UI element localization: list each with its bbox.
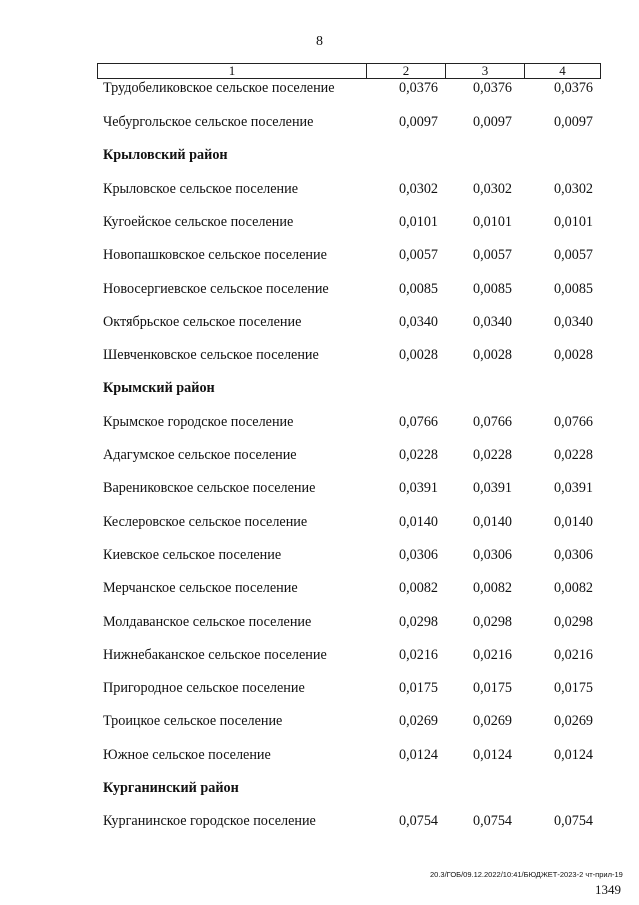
- value-col-3: 0,0028: [473, 347, 513, 363]
- table-row: [0, 813, 639, 833]
- value-col-2: 0,0391: [399, 480, 439, 496]
- sheet-number: 1349: [595, 882, 621, 897]
- table-row: [0, 314, 639, 334]
- value-col-2: 0,0306: [399, 547, 439, 563]
- value-col-2: 0,0101: [399, 214, 439, 230]
- district-name: Курганинский район: [103, 780, 239, 796]
- value-col-2: 0,0298: [399, 614, 439, 630]
- table-row: [0, 647, 639, 667]
- value-col-2: 0,0175: [399, 680, 439, 696]
- header-col-1: 1: [98, 64, 367, 78]
- value-col-2: 0,0269: [399, 713, 439, 729]
- value-col-4: 0,0175: [554, 680, 594, 696]
- district-name: Крымский район: [103, 380, 215, 396]
- value-col-3: 0,0124: [473, 747, 513, 763]
- header-col-2: 2: [367, 64, 446, 78]
- value-col-4: 0,0766: [554, 414, 594, 430]
- settlement-name: Киевское сельское поселение: [103, 547, 282, 563]
- value-col-2: 0,0028: [399, 347, 439, 363]
- value-col-2: 0,0140: [399, 514, 439, 530]
- value-col-3: 0,0101: [473, 214, 513, 230]
- district-heading-row: [0, 147, 639, 167]
- value-col-3: 0,0306: [473, 547, 513, 563]
- district-name: Крыловский район: [103, 147, 228, 163]
- table-row: [0, 281, 639, 301]
- value-col-2: 0,0302: [399, 181, 439, 197]
- value-col-3: 0,0228: [473, 447, 513, 463]
- value-col-2: 0,0340: [399, 314, 439, 330]
- value-col-4: 0,0028: [554, 347, 594, 363]
- value-col-4: 0,0085: [554, 281, 594, 297]
- value-col-4: 0,0124: [554, 747, 594, 763]
- table-row: [0, 347, 639, 367]
- settlement-name: Южное сельское поселение: [103, 747, 271, 763]
- value-col-2: 0,0124: [399, 747, 439, 763]
- value-col-3: 0,0754: [473, 813, 513, 829]
- value-col-3: 0,0097: [473, 114, 513, 130]
- value-col-3: 0,0340: [473, 314, 513, 330]
- value-col-3: 0,0085: [473, 281, 513, 297]
- settlement-name: Октябрьское сельское поселение: [103, 314, 302, 330]
- settlement-name: Мерчанское сельское поселение: [103, 580, 298, 596]
- district-heading-row: [0, 380, 639, 400]
- header-col-4: 4: [559, 63, 566, 78]
- settlement-name: Новопашковское сельское поселение: [103, 247, 327, 263]
- value-col-4: 0,0269: [554, 713, 594, 729]
- value-col-2: 0,0766: [399, 414, 439, 430]
- settlement-name: Троицкое сельское поселение: [103, 713, 283, 729]
- table-row: [0, 514, 639, 534]
- value-col-4: 0,0057: [554, 247, 594, 263]
- value-col-3: 0,0057: [473, 247, 513, 263]
- value-col-2: 0,0082: [399, 580, 439, 596]
- value-col-2: 0,0228: [399, 447, 439, 463]
- table-row: [0, 247, 639, 267]
- value-col-4: 0,0298: [554, 614, 594, 630]
- value-col-3: 0,0082: [473, 580, 513, 596]
- settlement-name: Чебургольское сельское поселение: [103, 114, 314, 130]
- value-col-2: 0,0376: [399, 80, 439, 96]
- value-col-4: 0,0306: [554, 547, 594, 563]
- settlement-name: Адагумское сельское поселение: [103, 447, 297, 463]
- value-col-4: 0,0097: [554, 114, 594, 130]
- table-row: [0, 580, 639, 600]
- value-col-4: 0,0101: [554, 214, 594, 230]
- value-col-4: 0,0082: [554, 580, 594, 596]
- settlement-name: Молдаванское сельское поселение: [103, 614, 312, 630]
- value-col-3: 0,0298: [473, 614, 513, 630]
- table-row: [0, 614, 639, 634]
- document-code: 20.3/ГОБ/09.12.2022/10:41/БЮДЖЕТ-2023-2 чт-прил-19: [430, 870, 623, 879]
- value-col-3: 0,0175: [473, 680, 513, 696]
- value-col-4: 0,0391: [554, 480, 594, 496]
- table-row: [0, 114, 639, 134]
- settlement-name: Варениковское сельское поселение: [103, 480, 316, 496]
- value-col-3: 0,0302: [473, 181, 513, 197]
- district-heading-row: [0, 780, 639, 800]
- settlement-name: Кугоейское сельское поселение: [103, 214, 294, 230]
- header-col-3: 3: [446, 64, 525, 78]
- table-header-row: [97, 63, 601, 79]
- value-col-3: 0,0269: [473, 713, 513, 729]
- settlement-name: Нижнебаканское сельское поселение: [103, 647, 327, 663]
- value-col-4: 0,0216: [554, 647, 594, 663]
- table-row: [0, 713, 639, 733]
- value-col-4: 0,0302: [554, 181, 594, 197]
- settlement-name: Новосергиевское сельское поселение: [103, 281, 329, 297]
- table-row: [0, 747, 639, 767]
- value-col-4: 0,0228: [554, 447, 594, 463]
- value-col-3: 0,0391: [473, 480, 513, 496]
- settlement-name: Курганинское городское поселение: [103, 813, 316, 829]
- value-col-4: 0,0140: [554, 514, 594, 530]
- value-col-2: 0,0097: [399, 114, 439, 130]
- value-col-4: 0,0376: [554, 80, 594, 96]
- value-col-3: 0,0216: [473, 647, 513, 663]
- table-row: [0, 181, 639, 201]
- settlement-name: Крымское городское поселение: [103, 414, 294, 430]
- table-row: [0, 447, 639, 467]
- value-col-3: 0,0140: [473, 514, 513, 530]
- value-col-2: 0,0057: [399, 247, 439, 263]
- table-row: [0, 414, 639, 434]
- table-row: [0, 480, 639, 500]
- value-col-2: 0,0216: [399, 647, 439, 663]
- table-row: [0, 214, 639, 234]
- settlement-name: Кеслеровское сельское поселение: [103, 514, 308, 530]
- value-col-4: 0,0754: [554, 813, 594, 829]
- settlement-name: Крыловское сельское поселение: [103, 181, 299, 197]
- table-row: [0, 680, 639, 700]
- value-col-2: 0,0754: [399, 813, 439, 829]
- value-col-2: 0,0085: [399, 281, 439, 297]
- value-col-4: 0,0340: [554, 314, 594, 330]
- settlement-name: Трудобеликовское сельское поселение: [103, 80, 335, 96]
- table-row: [0, 80, 639, 100]
- settlement-name: Пригородное сельское поселение: [103, 680, 305, 696]
- value-col-3: 0,0376: [473, 80, 513, 96]
- page-number: 8: [316, 34, 323, 49]
- settlement-name: Шевченковское сельское поселение: [103, 347, 319, 363]
- value-col-3: 0,0766: [473, 414, 513, 430]
- table-row: [0, 547, 639, 567]
